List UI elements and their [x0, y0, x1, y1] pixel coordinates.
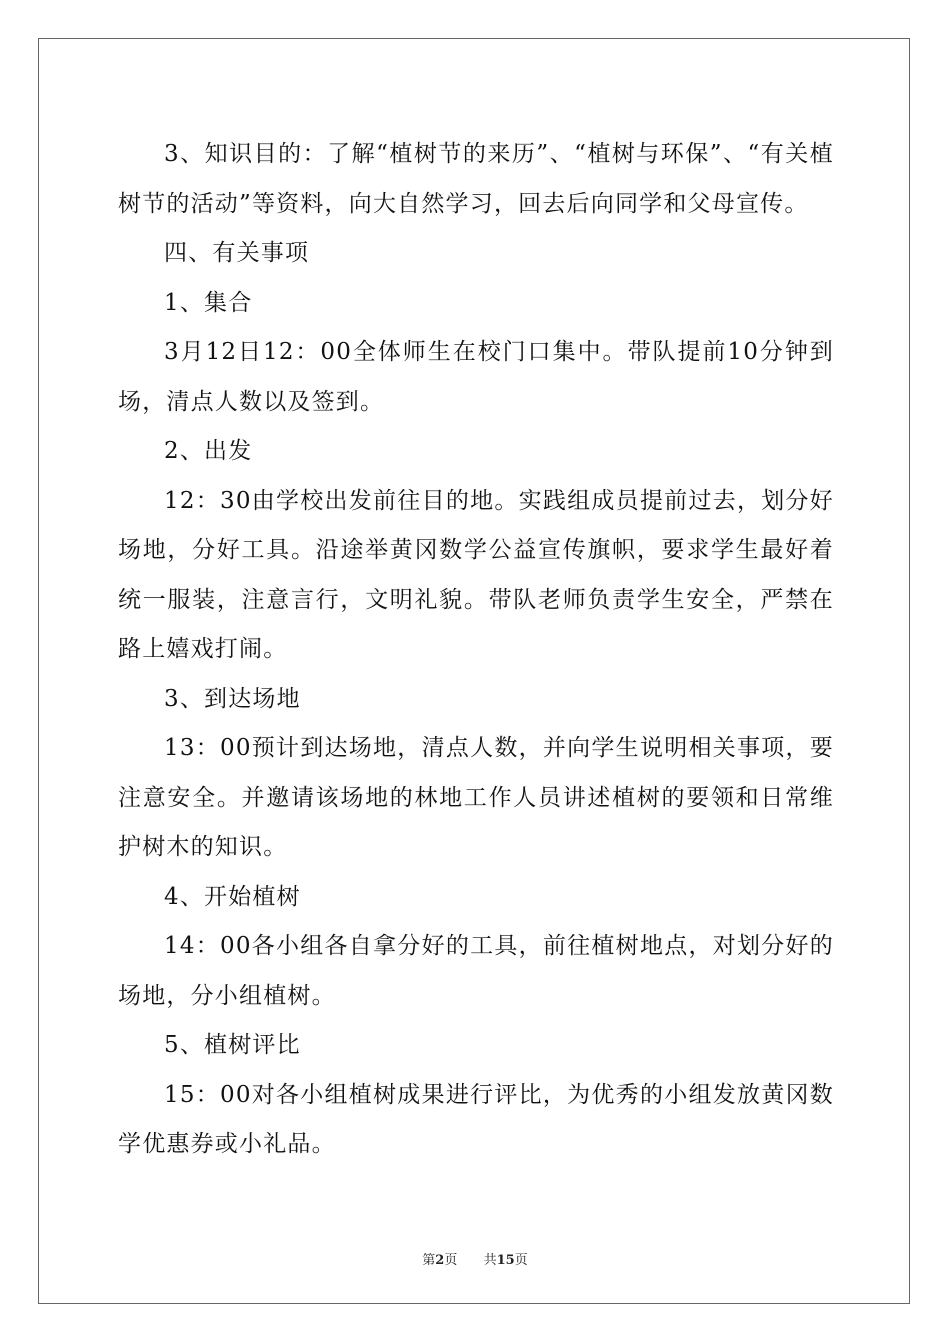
- subheading-arrival: 3、到达场地: [164, 685, 301, 712]
- total-pages: 15: [496, 1253, 515, 1268]
- page-number: 2: [435, 1253, 445, 1268]
- paragraph-arrival: 13：00预计到达场地，清点人数，并向学生说明相关事项，要注意安全。并邀请该场地的林地工作人员讲述植树的要领和日常维护树木的知识。: [118, 735, 834, 860]
- paragraph-assembly: 3月12日12：00全体师生在校门口集中。带队提前10分钟到场，清点人数以及签到。: [118, 339, 834, 415]
- total-prefix: 共: [483, 1253, 497, 1268]
- subheading-departure: 2、出发: [164, 438, 253, 464]
- total-pages-indicator: [484, 1249, 528, 1268]
- page-suffix: 页: [444, 1253, 458, 1268]
- paragraph-knowledge-goal: 3、知识目的：了解“植树节的来历”、“植树与环保”、“有关植树节的活动”等资料，向大自然学习，回去后向同学和父母宣传。: [118, 141, 834, 217]
- total-suffix: 页: [514, 1253, 528, 1268]
- page-footer: [0, 1249, 950, 1268]
- document-body: [118, 130, 834, 1170]
- paragraph-departure: 12：30由学校出发前往目的地。实践组成员提前过去，划分好场地，分好工具。沿途举黄冈数学公益宣传旗帜，要求学生最好着统一服装，注意言行，文明礼貌。带队老师负责学生安全，严禁在路上嬉戏打闹。: [118, 487, 834, 662]
- subheading-start-planting: 4、开始植树: [164, 883, 301, 910]
- paragraph-start-planting: 14：00各小组各自拿分好的工具，前往植树地点，对划分好的场地，分小组植树。: [118, 933, 834, 1009]
- page-prefix: 第: [422, 1253, 436, 1268]
- subheading-assembly: 1、集合: [164, 289, 253, 316]
- page-indicator: [422, 1249, 457, 1268]
- section-heading-matters: 四、有关事项: [164, 240, 310, 266]
- subheading-evaluation: 5、植树评比: [164, 1032, 301, 1058]
- paragraph-evaluation: 15：00对各小组植树成果进行评比，为优秀的小组发放黄冈数学优惠券或小礼品。: [118, 1081, 834, 1157]
